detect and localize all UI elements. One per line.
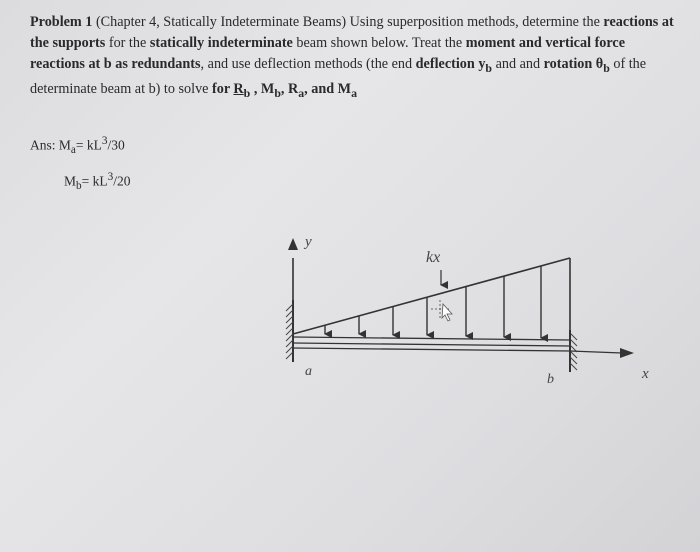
x-axis-label: x xyxy=(642,366,649,382)
load-envelope xyxy=(293,258,570,340)
y-axis-label: y xyxy=(305,234,312,250)
load-label: kx xyxy=(426,249,441,266)
problem-number: Problem 1 xyxy=(30,14,93,30)
support-a-label: a xyxy=(305,364,312,379)
problem-text-4: , and use deflection methods (the end xyxy=(200,56,416,72)
problem-text-5: and and xyxy=(492,56,544,72)
move-cursor-icon xyxy=(431,300,452,321)
bold-deflection: deflection $y_b$ xyxy=(415,56,493,75)
beam xyxy=(293,337,570,351)
answer-ma: Ans: $M_a= kL^3/30$ xyxy=(30,135,125,157)
fixed-support-a xyxy=(286,300,293,362)
support-b-label: b xyxy=(547,372,554,387)
problem-text-6: of the determinate beam at b) to solve xyxy=(30,56,647,97)
x-axis xyxy=(570,348,634,358)
answer-mb: $M_b= kL^3/20$ xyxy=(64,171,131,193)
bold-rotation: rotation $\theta_b$ xyxy=(543,56,610,75)
bold-unknowns: for $R_b$ , $M_b$, $R_a$, and $M_a$ xyxy=(212,80,357,100)
problem-text-3: beam shown below. Treat the xyxy=(292,35,466,51)
problem-text-1: (Chapter 4, Statically Indeterminate Beams) Using superposition methods, determine the xyxy=(92,14,604,30)
bold-redundants: moment and vertical force reactions at b as redundants xyxy=(30,35,626,72)
problem-text-2: for the xyxy=(105,35,150,51)
bold-reactions: reactions at the supports xyxy=(30,14,674,51)
bold-indeterminate: statically indeterminate xyxy=(149,35,293,51)
